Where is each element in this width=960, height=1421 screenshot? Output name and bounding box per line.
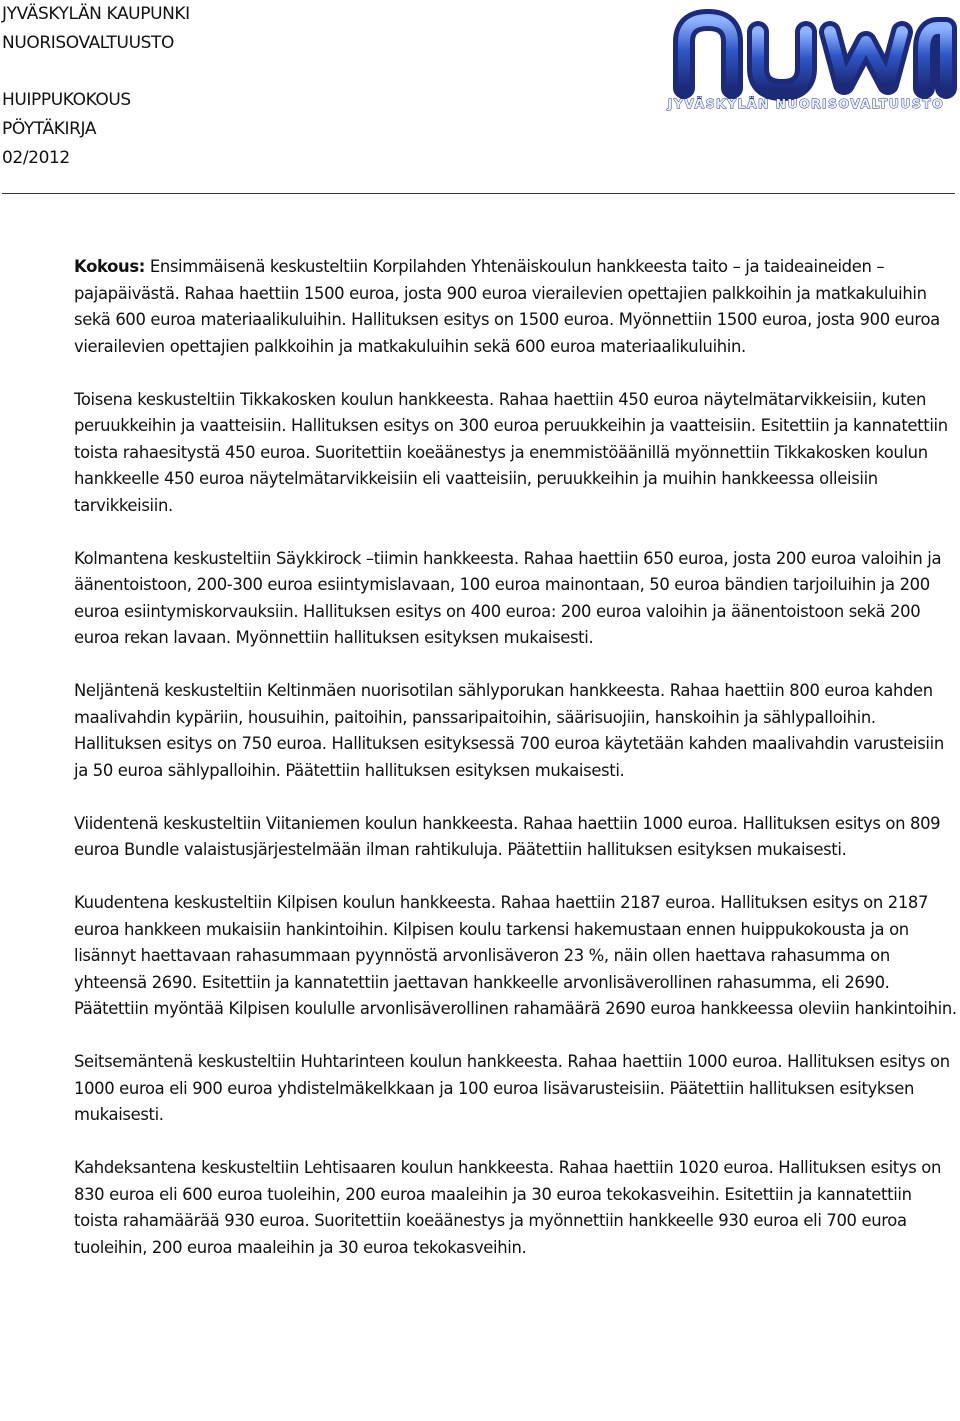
agenda-item-8: Kahdeksantena keskusteltiin Lehtisaaren koulun hankkeesta. Rahaa haettiin 1020 euroa. Hallituksen esitys on 830 euroa eli 600 euroa tuoleihin, 200 euroa maaleihin ja 30 euroa tekokasveihin. Esitettiin ja kannatettiin toista rahamäärää 930 euroa. Suoritettiin koeäänestys ja myönnettiin hankkeelle 930 euroa eli 700 euroa tuoleihin, 200 euroa maaleihin ja 30 euroa tekokasveihin. [74,1158,941,1257]
nuva-logo-graphic [654,2,958,114]
document-type: PÖYTÄKIRJA [2,119,97,139]
agenda-item-7: Seitsemäntenä keskusteltiin Huhtarinteen koulun hankkeesta. Rahaa haettiin 1000 euroa. Hallituksen esitys on 1000 euroa eli 900 euroa yhdistelmäkelkkaan ja 100 euroa lisävarusteisiin. Päätettiin hallituksen esityksen mukaisesti. [74,1052,950,1124]
header-divider [2,193,955,194]
agenda-item-2: Toisena keskusteltiin Tikkakosken koulun hankkeesta. Rahaa haettiin 450 euroa näytelmätarvikkeisiin, kuten peruukkeihin ja vaatteisiin. Hallituksen esitys on 300 euroa peruukkeihin ja vaatteisiin. Esitettiin ja kannatettiin toista rahaesitystä 450 euroa. Suoritettiin koeäänestys ja enemmistöäänillä myönnettiin Tikkakosken koulun hankkeelle 450 euroa näytelmätarvikkeisiin eli vaatteisiin, peruukkeihin ja muihin hankkeessa olleisiin tarvikkeisiin. [74,389,948,515]
nuva-logo [654,2,958,114]
agenda-item-1-text: Ensimmäisenä keskusteltiin Korpilahden Yhtenäiskoulun hankkeesta taito – ja taideaineiden –pajapäivästä. Rahaa haettiin 1500 euroa, josta 900 euroa vierailevien opettajien palkkoihin ja matkakuluihin sekä 600 euroa materiaalikuluihin. Hallituksen esitys on 1500 euroa. Myönnettiin 1500 euroa, josta 900 euroa vierailevien opettajien palkkoihin ja matkakuluihin sekä 600 euroa materiaalikuluihin. [74,257,940,356]
logo-tagline: JYVÄSKYLÄN NUORISOVALTUUSTO [667,96,945,111]
document-number: 02/2012 [2,148,70,168]
agenda-item-6: Kuudentena keskusteltiin Kilpisen koulun hankkeesta. Rahaa haettiin 2187 euroa. Hallituksen esitys on 2187 euroa hankkeen mukaisiin hankintoihin. Kilpisen koulu tarkensi hakemustaan ennen huippukokousta ja on lisännyt haettavaan rahasummaan pyynnöstä arvonlisäveron 23 %, näin ollen haettava rahasumma on yhteensä 2690. Esitettiin ja kannatettiin jaettavan hankkeelle arvonlisäverollinen rahasumma, eli 2690. Päätettiin myöntää Kilpisen koululle arvonlisäverollinen rahamäärä 2690 euroa hankkeessa oleviin hankintoihin. [74,893,957,1018]
agenda-item-4: Neljäntenä keskusteltiin Keltinmäen nuorisotilan sählyporukan hankkeesta. Rahaa haettiin 800 euroa kahden maalivahdin kypäriin, housuihin, paitoihin, panssaripaitoihin, säärisuojiin, hanskoihin ja sählypalloihin. Hallituksen esitys on 750 euroa. Hallituksen esityksessä 700 euroa käytetään kahden maalivahdin varusteisiin ja 50 euroa sählypalloihin. Päätettiin hallituksen esityksen mukaisesti. [74,681,944,780]
agenda-item-3: Kolmantena keskusteltiin Säykkirock –tiimin hankkeesta. Rahaa haettiin 650 euroa, josta 200 euroa valoihin ja äänentoistoon, 200-300 euroa esiintymislavaan, 100 euroa mainontaan, 50 euroa bändien tarjoiluihin ja 200 euroa esiintymiskorvauksiin. Hallituksen esitys on 400 euroa: 200 euroa valoihin ja äänentoistoon sekä 200 euroa rekan lavaan. Myönnettiin hallituksen esityksen mukaisesti. [74,548,942,647]
meeting-minutes [74,254,958,1288]
meeting-label: Kokous: [74,257,145,276]
agenda-item-1 [74,254,958,360]
organization-unit: NUORISOVALTUUSTO [2,33,174,53]
document-header [2,0,190,173]
organization-name: JYVÄSKYLÄN KAUPUNKI [2,4,190,24]
header-spacer [2,58,190,86]
document-title: HUIPPUKOKOUS [2,90,131,110]
agenda-item-5: Viidentenä keskusteltiin Viitaniemen koulun hankkeesta. Rahaa haettiin 1000 euroa. Hallituksen esitys on 809 euroa Bundle valaistusjärjestelmään ilman rahtikuluja. Päätettiin hallituksen esityksen mukaisesti. [74,813,941,859]
